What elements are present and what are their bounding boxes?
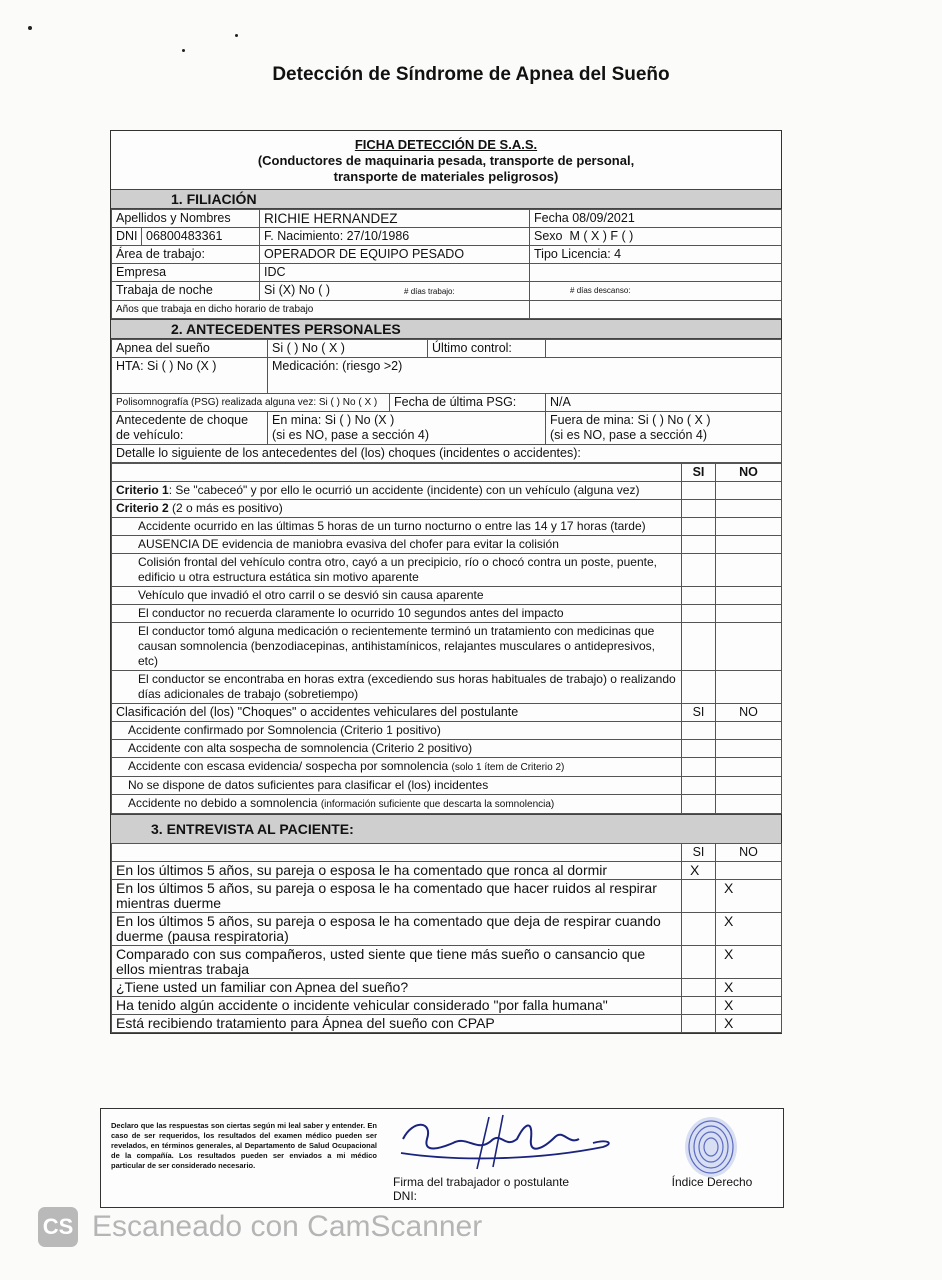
empty-cell xyxy=(716,536,782,554)
question-text: Ha tenido algún accidente o incidente vehicular considerado "por falla humana" xyxy=(112,997,682,1015)
table-row xyxy=(112,500,782,518)
medicacion-label: Medicación: (riesgo >2) xyxy=(268,358,782,394)
clasif-item-text: Accidente confirmado por Somnolencia (Criterio 1 positivo) xyxy=(128,723,441,737)
form-header-line1: FICHA DETECCIÓN DE S.A.S. xyxy=(354,137,538,152)
answer-no: X xyxy=(716,913,782,946)
table-row xyxy=(112,997,782,1015)
table-row xyxy=(112,722,782,740)
table-row xyxy=(112,445,782,463)
answer-no: X xyxy=(716,946,782,979)
dni-value: 06800483361 xyxy=(142,228,260,246)
camscanner-watermark xyxy=(38,1206,482,1248)
declaration-text: Declaro que las respuestas son ciertas según mi leal saber y entender. En caso de ser requeridos, los resultados del examen médico pueden ser revelados, en términos generales, al Departamento de Salud Ocupacional de la compañía. Los resultados pueden ser enviados a mi médico particular de ser considerado necesario. xyxy=(111,1121,377,1170)
detalle-label: Detalle lo siguiente de los antecedentes del (los) choques (incidentes o accidentes): xyxy=(112,445,782,463)
empty-cell xyxy=(716,671,782,704)
answer-si xyxy=(682,997,716,1015)
clasif-item-text: Accidente con alta sospecha de somnolencia (Criterio 2 positivo) xyxy=(128,741,473,755)
declaration-box xyxy=(100,1108,784,1208)
empty-cell xyxy=(682,722,716,740)
table-row xyxy=(112,358,782,394)
form-header-line2: (Conductores de maquinaria pesada, transporte de personal, xyxy=(257,153,635,168)
empty-cell xyxy=(716,758,782,777)
answer-no: X xyxy=(716,997,782,1015)
empresa-value: IDC xyxy=(260,264,530,282)
apnea-value: Si ( ) No ( X ) xyxy=(268,340,428,358)
table-row xyxy=(112,282,782,301)
firma-label: Firma del trabajador o postulante xyxy=(393,1175,570,1189)
empty-cell xyxy=(682,605,716,623)
si-header: SI xyxy=(682,464,716,482)
table-row xyxy=(112,246,782,264)
empty-cell xyxy=(716,777,782,795)
answer-no xyxy=(716,862,782,880)
question-text: En los últimos 5 años, su pareja o esposa le ha comentado que ronca al dormir xyxy=(112,862,682,880)
fecha-value: Fecha 08/09/2021 xyxy=(530,210,782,228)
empty-cell xyxy=(682,482,716,500)
criterio-item: El conductor no recuerda claramente lo ocurrido 10 segundos antes del impacto xyxy=(112,605,682,623)
empty-cell xyxy=(546,340,782,358)
criterio-item: El conductor tomó alguna medicación o recientemente terminó un tratamiento con medicinas que causan somnolencia (benzodiacepinas, antihistamínicos, relajantes musculares o antidepresivos, etc) xyxy=(112,623,682,671)
signature-area xyxy=(393,1109,633,1207)
empty-cell xyxy=(716,623,782,671)
clasif-item xyxy=(112,740,682,758)
clasif-item xyxy=(112,758,682,777)
nacimiento-value: F. Nacimiento: 27/10/1986 xyxy=(260,228,530,246)
psg-value: N/A xyxy=(546,394,782,412)
sas-form xyxy=(110,130,782,1034)
document-title: Detección de Síndrome de Apnea del Sueño xyxy=(272,64,670,85)
empty-cell xyxy=(112,464,682,482)
answer-si: X xyxy=(682,862,716,880)
criterio-item: El conductor se encontraba en horas extra (excediendo sus horas habituales de trabajo) o realizando días adicionales de trabajo (sobretiempo) xyxy=(112,671,682,704)
dni-signature-label: DNI: xyxy=(393,1189,417,1203)
empty-cell xyxy=(682,740,716,758)
en-mina-note: (si es NO, pase a sección 4) xyxy=(272,428,430,442)
table-row xyxy=(112,210,782,228)
criterio2-label: Criterio 2 xyxy=(116,501,169,515)
empresa-label: Empresa xyxy=(112,264,260,282)
noche-cell xyxy=(260,282,530,301)
clasificacion-label: Clasificación del (los) "Choques" o accidentes vehiculares del postulante xyxy=(112,704,682,722)
table-row xyxy=(112,482,782,500)
empty-cell xyxy=(682,758,716,777)
no-header: NO xyxy=(716,464,782,482)
psg-label: Polisomnografía (PSG) realizada alguna vez: Si ( ) No ( X ) xyxy=(112,394,390,412)
section-3-title: 3. ENTREVISTA AL PACIENTE: xyxy=(111,814,781,843)
table-row xyxy=(112,795,782,814)
table-row xyxy=(112,554,782,587)
empty-cell xyxy=(682,518,716,536)
answer-si xyxy=(682,979,716,997)
camscanner-logo: CS xyxy=(38,1207,78,1247)
table-row xyxy=(112,518,782,536)
area-label: Área de trabajo: xyxy=(112,246,260,264)
camscanner-text: Escaneado con CamScanner xyxy=(92,1210,483,1243)
empty-cell xyxy=(716,605,782,623)
table-row xyxy=(112,979,782,997)
criterio-item: Vehículo que invadió el otro carril o se desvió sin causa aparente xyxy=(112,587,682,605)
si-header: SI xyxy=(682,704,716,722)
empty-cell xyxy=(716,554,782,587)
si-header: SI xyxy=(682,844,716,862)
scan-speck xyxy=(28,26,32,30)
scan-speck xyxy=(182,49,185,52)
criterio2-cell xyxy=(112,500,682,518)
table-row xyxy=(112,464,782,482)
indice-label: Índice Derecho xyxy=(671,1175,753,1189)
answer-si xyxy=(682,913,716,946)
criterio-item: Colisión frontal del vehículo contra otro, cayó a un precipicio, río o chocó contra un poste, puente, edificio u otra estructura estática sin motivo aparente xyxy=(112,554,682,587)
criterio1-cell xyxy=(112,482,682,500)
answer-no: X xyxy=(716,880,782,913)
dias-trabajo-label: # días trabajo: xyxy=(404,287,455,296)
table-row xyxy=(112,340,782,358)
apellidos-label: Apellidos y Nombres xyxy=(112,210,260,228)
fecha-psg-label: Fecha de última PSG: xyxy=(390,394,546,412)
form-header-line3: transporte de materiales peligrosos) xyxy=(333,169,559,184)
fuera-mina-value: Fuera de mina: Si ( ) No ( X ) xyxy=(550,413,711,427)
antecedentes-table xyxy=(111,339,782,463)
table-row xyxy=(112,587,782,605)
clasif-item-text: Accidente con escasa evidencia/ sospecha por somnolencia xyxy=(128,759,449,773)
table-row xyxy=(112,758,782,777)
clasif-item-note: (información suficiente que descarta la somnolencia) xyxy=(320,799,555,810)
empty-cell xyxy=(682,500,716,518)
clasif-item-text: Accidente no debido a somnolencia xyxy=(128,796,318,810)
criterio-item: AUSENCIA DE evidencia de maniobra evasiva del chofer para evitar la colisión xyxy=(112,536,682,554)
clasif-item xyxy=(112,722,682,740)
empty-cell xyxy=(682,587,716,605)
criterio2-text: (2 o más es positivo) xyxy=(168,501,283,515)
table-row xyxy=(112,862,782,880)
fuera-mina-note: (si es NO, pase a sección 4) xyxy=(550,428,708,442)
empty-cell xyxy=(682,623,716,671)
noche-label: Trabaja de noche xyxy=(112,282,260,301)
answer-si xyxy=(682,946,716,979)
empty-cell xyxy=(682,795,716,814)
table-row xyxy=(112,301,782,319)
fuera-mina-cell xyxy=(546,412,782,445)
area-value: OPERADOR DE EQUIPO PESADO xyxy=(260,246,530,264)
criterios-table xyxy=(111,463,782,814)
question-text: Está recibiendo tratamiento para Ápnea del sueño con CPAP xyxy=(112,1015,682,1033)
table-row xyxy=(112,946,782,979)
table-row xyxy=(112,536,782,554)
table-row xyxy=(112,394,782,412)
scan-speck xyxy=(235,34,238,37)
apellidos-value: RICHIE HERNANDEZ xyxy=(260,210,530,228)
question-text: Comparado con sus compañeros, usted siente que tiene más sueño o cansancio que ellos mientras trabaja xyxy=(112,946,682,979)
answer-no: X xyxy=(716,979,782,997)
sexo-value: M ( X ) F ( ) xyxy=(569,229,634,243)
empty-cell xyxy=(530,301,782,319)
question-text: ¿Tiene usted un familiar con Apnea del sueño? xyxy=(112,979,682,997)
licencia-value: Tipo Licencia: 4 xyxy=(530,246,782,264)
empty-cell xyxy=(716,500,782,518)
no-header: NO xyxy=(716,844,782,862)
en-mina-cell xyxy=(268,412,546,445)
table-row xyxy=(112,605,782,623)
no-header: NO xyxy=(716,704,782,722)
signature-scribble xyxy=(393,1109,633,1173)
signature-label-block xyxy=(393,1175,569,1203)
empty-cell xyxy=(716,518,782,536)
sexo-cell xyxy=(530,228,782,246)
table-row xyxy=(112,740,782,758)
clasif-item-text: No se dispone de datos suficientes para clasificar el (los) incidentes xyxy=(128,778,489,792)
entrevista-table xyxy=(111,843,782,1033)
filiacion-table xyxy=(111,209,782,319)
table-row xyxy=(112,228,782,246)
empty-cell xyxy=(682,536,716,554)
answer-si xyxy=(682,1015,716,1033)
en-mina-value: En mina: Si ( ) No (X ) xyxy=(272,413,395,427)
empty-cell xyxy=(716,482,782,500)
empty-cell xyxy=(112,844,682,862)
empty-cell xyxy=(716,795,782,814)
question-text: En los últimos 5 años, su pareja o esposa le ha comentado que deja de respirar cuando duerme (pausa respiratoria) xyxy=(112,913,682,946)
hta-value: HTA: Si ( ) No (X ) xyxy=(112,358,268,394)
anios-label: Años que trabaja en dicho horario de trabajo xyxy=(112,301,530,319)
dias-descanso-label: # días descanso: xyxy=(530,282,782,301)
table-row xyxy=(112,1015,782,1033)
table-row xyxy=(112,412,782,445)
empty-cell xyxy=(682,671,716,704)
clasif-item xyxy=(112,777,682,795)
section-1-title: 1. FILIACIÓN xyxy=(111,189,781,209)
form-header xyxy=(111,131,781,189)
clasif-item-note: (solo 1 ítem de Criterio 2) xyxy=(451,762,565,773)
ultimo-control-label: Último control: xyxy=(428,340,546,358)
answer-si xyxy=(682,880,716,913)
empty-cell xyxy=(682,554,716,587)
table-row xyxy=(112,880,782,913)
noche-value: Si (X) No ( ) xyxy=(264,283,330,297)
empty-cell xyxy=(716,587,782,605)
table-row xyxy=(112,777,782,795)
table-row xyxy=(112,264,782,282)
apnea-label: Apnea del sueño xyxy=(112,340,268,358)
table-row xyxy=(112,671,782,704)
empty-cell xyxy=(716,740,782,758)
choque-label: Antecedente de choque de vehículo: xyxy=(112,412,268,445)
table-row xyxy=(112,623,782,671)
clasif-item xyxy=(112,795,682,814)
answer-no: X xyxy=(716,1015,782,1033)
sexo-label: Sexo xyxy=(534,229,563,243)
question-text: En los últimos 5 años, su pareja o esposa le ha comentado que hacer ruidos al respirar mientras duerme xyxy=(112,880,682,913)
fingerprint-mark xyxy=(641,1113,783,1183)
empty-cell xyxy=(716,722,782,740)
empty-cell xyxy=(682,777,716,795)
dni-label: DNI xyxy=(112,228,142,246)
criterio1-label: Criterio 1 xyxy=(116,483,169,497)
criterio1-text: : Se "cabeceó" y por ello le ocurrió un accidente (incidente) con un vehículo (alguna vez) xyxy=(168,483,640,497)
table-row xyxy=(112,913,782,946)
table-row xyxy=(112,704,782,722)
empty-cell xyxy=(530,264,782,282)
section-2-title: 2. ANTECEDENTES PERSONALES xyxy=(111,319,781,339)
table-row xyxy=(112,844,782,862)
fingerprint-area xyxy=(641,1109,783,1207)
criterio-item: Accidente ocurrido en las últimas 5 horas de un turno nocturno o entre las 14 y 17 horas (tarde) xyxy=(112,518,682,536)
